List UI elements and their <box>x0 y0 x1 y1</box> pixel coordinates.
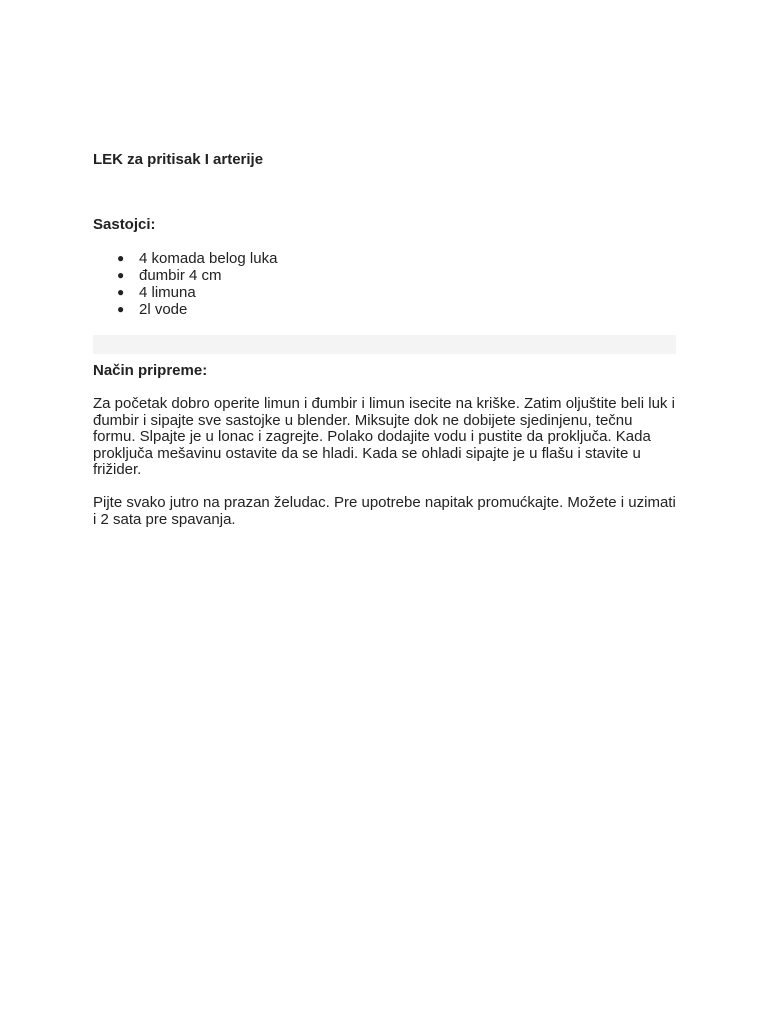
bullet-icon: ● <box>117 285 125 299</box>
ingredient-text: đumbir 4 cm <box>139 267 222 284</box>
ingredients-list <box>93 250 277 318</box>
list-item <box>93 250 277 267</box>
bullet-icon: ● <box>117 251 125 265</box>
list-item <box>93 284 277 301</box>
ingredient-text: 4 komada belog luka <box>139 250 278 267</box>
bullet-icon: ● <box>117 302 125 316</box>
bullet-icon: ● <box>117 268 125 282</box>
document-title: LEK za pritisak I arterije <box>93 151 264 168</box>
ingredients-heading: Sastojci: <box>93 216 156 233</box>
list-item <box>93 267 277 284</box>
section-divider <box>93 335 676 354</box>
method-paragraph-1: Za početak dobro operite limun i đumbir i limun isecite na kriške. Zatim oljuštite beli luk i đumbir i sipajte sve sastojke u blender. Miksujte dok ne dobijete sjedinjenu, tečnu formu. Slpajte je u lonac i zagrejte. Polako dodajite vodu i pustite da proključa. Kada proključa mešavinu ostavite da se hladi. Kada se ohladi sipajte je u flašu i stavite u frižider. <box>93 395 675 479</box>
method-paragraph-2: Pijte svako jutro na prazan želudac. Pre upotrebe napitak promućkajte. Možete i uzimati i 2 sata pre spavanja. <box>93 494 676 528</box>
list-item <box>93 301 277 318</box>
ingredient-text: 2l vode <box>139 301 188 318</box>
ingredient-text: 4 limuna <box>139 284 196 301</box>
method-heading: Način pripreme: <box>93 362 208 379</box>
